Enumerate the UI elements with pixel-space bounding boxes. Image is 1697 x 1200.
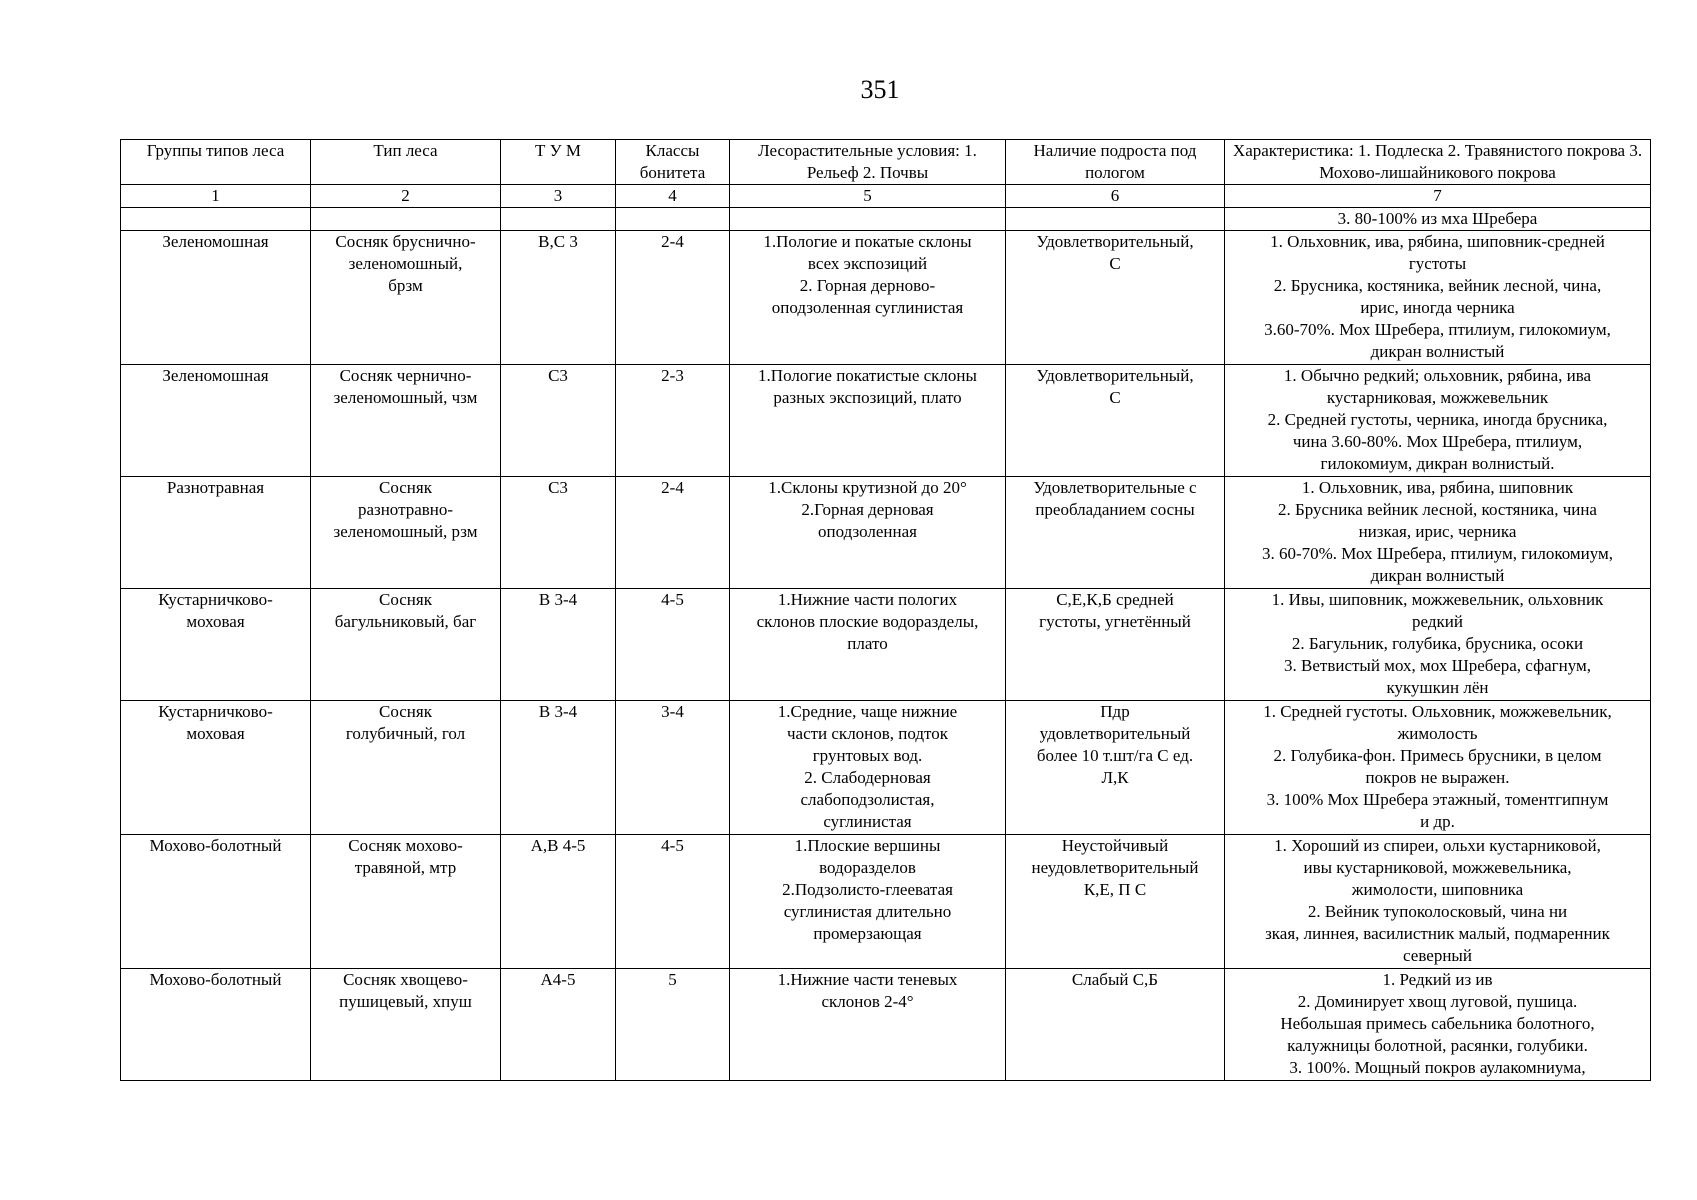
group-cell: Мохово-болотный <box>121 835 311 969</box>
type-cell: Сосняк бруснично- зеленомошный, брзм <box>311 231 501 365</box>
conditions-cell: 1.Пологие покатистые склоны разных экспозиций, плато <box>730 365 1006 477</box>
table-row <box>121 231 1651 365</box>
characteristic-cell: 1. Средней густоты. Ольховник, можжевельник, жимолость 2. Голубика-фон. Примесь брусники, в целом покров не выражен. 3. 100% Мох Шребера этажный, томентгипнум и др. <box>1225 701 1651 835</box>
characteristic-cell: 1. Обычно редкий; ольховник, рябина, ива кустарниковая, можжевельник 2. Средней густоты, черника, иногда брусника, чина 3.60-80%. Мох Шребера, птилиум, гилокомиум, дикран волнистый. <box>1225 365 1651 477</box>
bonitet-cell: 4-5 <box>616 589 730 701</box>
type-cell: Сосняк чернично- зеленомошный, чзм <box>311 365 501 477</box>
undergrowth-cell: Неустойчивый неудовлетворительный К,Е, П С <box>1006 835 1225 969</box>
bonitet-cell: 3-4 <box>616 701 730 835</box>
table-row <box>121 208 1651 231</box>
group-cell: Кустарничково- моховая <box>121 701 311 835</box>
conditions-cell: 1.Нижние части пологих склонов плоские водоразделы, плато <box>730 589 1006 701</box>
table-row <box>121 477 1651 589</box>
characteristic-cell: 1. Ольховник, ива, рябина, шиповник-средней густоты 2. Брусника, костяника, вейник лесной, чина, ирис, иногда черника 3.60-70%. Мох Шребера, птилиум, гилокомиум, дикран волнистый <box>1225 231 1651 365</box>
undergrowth-cell: Удовлетворительный, С <box>1006 365 1225 477</box>
tum-cell: В,С 3 <box>501 231 616 365</box>
bonitet-cell: 4-5 <box>616 835 730 969</box>
header-cell: Т У М <box>501 140 616 185</box>
column-number: 6 <box>1006 185 1225 208</box>
characteristic-cell: 3. 80-100% из мха Шребера <box>1225 208 1651 231</box>
forest-types-table <box>120 139 1651 1081</box>
undergrowth-cell: Удовлетворительные с преобладанием сосны <box>1006 477 1225 589</box>
type-cell: Сосняк голубичный, гол <box>311 701 501 835</box>
group-cell: Зеленомошная <box>121 365 311 477</box>
characteristic-cell: 1. Ольховник, ива, рябина, шиповник 2. Брусника вейник лесной, костяника, чина низкая, ирис, черника 3. 60-70%. Мох Шребера, птилиум, гилокомиум, дикран волнистый <box>1225 477 1651 589</box>
header-row <box>121 140 1651 185</box>
table-row <box>121 701 1651 835</box>
bonitet-cell: 2-4 <box>616 477 730 589</box>
tum-cell: В 3-4 <box>501 701 616 835</box>
table-row <box>121 589 1651 701</box>
bonitet-cell <box>616 208 730 231</box>
undergrowth-cell: Слабый С,Б <box>1006 969 1225 1081</box>
header-cell: Классы бонитета <box>616 140 730 185</box>
tum-cell <box>501 208 616 231</box>
tum-cell: С3 <box>501 477 616 589</box>
undergrowth-cell: С,Е,К,Б средней густоты, угнетённый <box>1006 589 1225 701</box>
conditions-cell: 1.Нижние части теневых склонов 2-4° <box>730 969 1006 1081</box>
undergrowth-cell: Пдр удовлетворительный более 10 т.шт/га С ед. Л,К <box>1006 701 1225 835</box>
type-cell: Сосняк багульниковый, баг <box>311 589 501 701</box>
column-number: 5 <box>730 185 1006 208</box>
table-row <box>121 969 1651 1081</box>
group-cell: Кустарничково- моховая <box>121 589 311 701</box>
group-cell: Мохово-болотный <box>121 969 311 1081</box>
conditions-cell: 1.Плоские вершины водоразделов 2.Подзолисто-глееватая суглинистая длительно промерзающая <box>730 835 1006 969</box>
conditions-cell: 1.Пологие и покатые склоны всех экспозиций 2. Горная дерново- оподзоленная суглинистая <box>730 231 1006 365</box>
column-number: 3 <box>501 185 616 208</box>
undergrowth-cell <box>1006 208 1225 231</box>
bonitet-cell: 2-3 <box>616 365 730 477</box>
group-cell: Разнотравная <box>121 477 311 589</box>
header-cell: Группы типов леса <box>121 140 311 185</box>
column-number: 7 <box>1225 185 1651 208</box>
page-number: 351 <box>860 75 900 104</box>
column-number: 4 <box>616 185 730 208</box>
table-row <box>121 365 1651 477</box>
conditions-cell: 1.Склоны крутизной до 20° 2.Горная дерновая оподзоленная <box>730 477 1006 589</box>
type-cell: Сосняк хвощево- пушицевый, хпуш <box>311 969 501 1081</box>
type-cell: Сосняк разнотравно- зеленомошный, рзм <box>311 477 501 589</box>
group-cell: Зеленомошная <box>121 231 311 365</box>
type-cell: Сосняк мохово- травяной, мтр <box>311 835 501 969</box>
type-cell <box>311 208 501 231</box>
tum-cell: В 3-4 <box>501 589 616 701</box>
column-number-row <box>121 185 1651 208</box>
characteristic-cell: 1. Ивы, шиповник, можжевельник, ольховник редкий 2. Багульник, голубика, брусника, осоки 3. Ветвистый мох, мох Шребера, сфагнум, кукушкин лён <box>1225 589 1651 701</box>
header-cell: Характеристика: 1. Подлеска 2. Травянистого покрова 3. Мохово-лишайникового покрова <box>1225 140 1651 185</box>
characteristic-cell: 1. Хороший из спиреи, ольхи кустарниковой, ивы кустарниковой, можжевельника, жимолости, шиповника 2. Вейник тупоколосковый, чина ни зкая, линнея, василистник малый, подмаренник северный <box>1225 835 1651 969</box>
undergrowth-cell: Удовлетворительный, С <box>1006 231 1225 365</box>
column-number: 1 <box>121 185 311 208</box>
bonitet-cell: 5 <box>616 969 730 1081</box>
header-cell: Тип леса <box>311 140 501 185</box>
tum-cell: С3 <box>501 365 616 477</box>
column-number: 2 <box>311 185 501 208</box>
table-row <box>121 835 1651 969</box>
conditions-cell: 1.Средние, чаще нижние части склонов, подток грунтовых вод. 2. Слабодерновая слабоподзолистая, суглинистая <box>730 701 1006 835</box>
header-cell: Наличие подроста под пологом <box>1006 140 1225 185</box>
bonitet-cell: 2-4 <box>616 231 730 365</box>
tum-cell: А,В 4-5 <box>501 835 616 969</box>
conditions-cell <box>730 208 1006 231</box>
group-cell <box>121 208 311 231</box>
characteristic-cell: 1. Редкий из ив 2. Доминирует хвощ луговой, пушица. Небольшая примесь сабельника болотного, калужницы болотной, расянки, голубики. 3. 100%. Мощный покров аулакомниума, <box>1225 969 1651 1081</box>
tum-cell: А4-5 <box>501 969 616 1081</box>
header-cell: Лесорастительные условия: 1. Рельеф 2. Почвы <box>730 140 1006 185</box>
